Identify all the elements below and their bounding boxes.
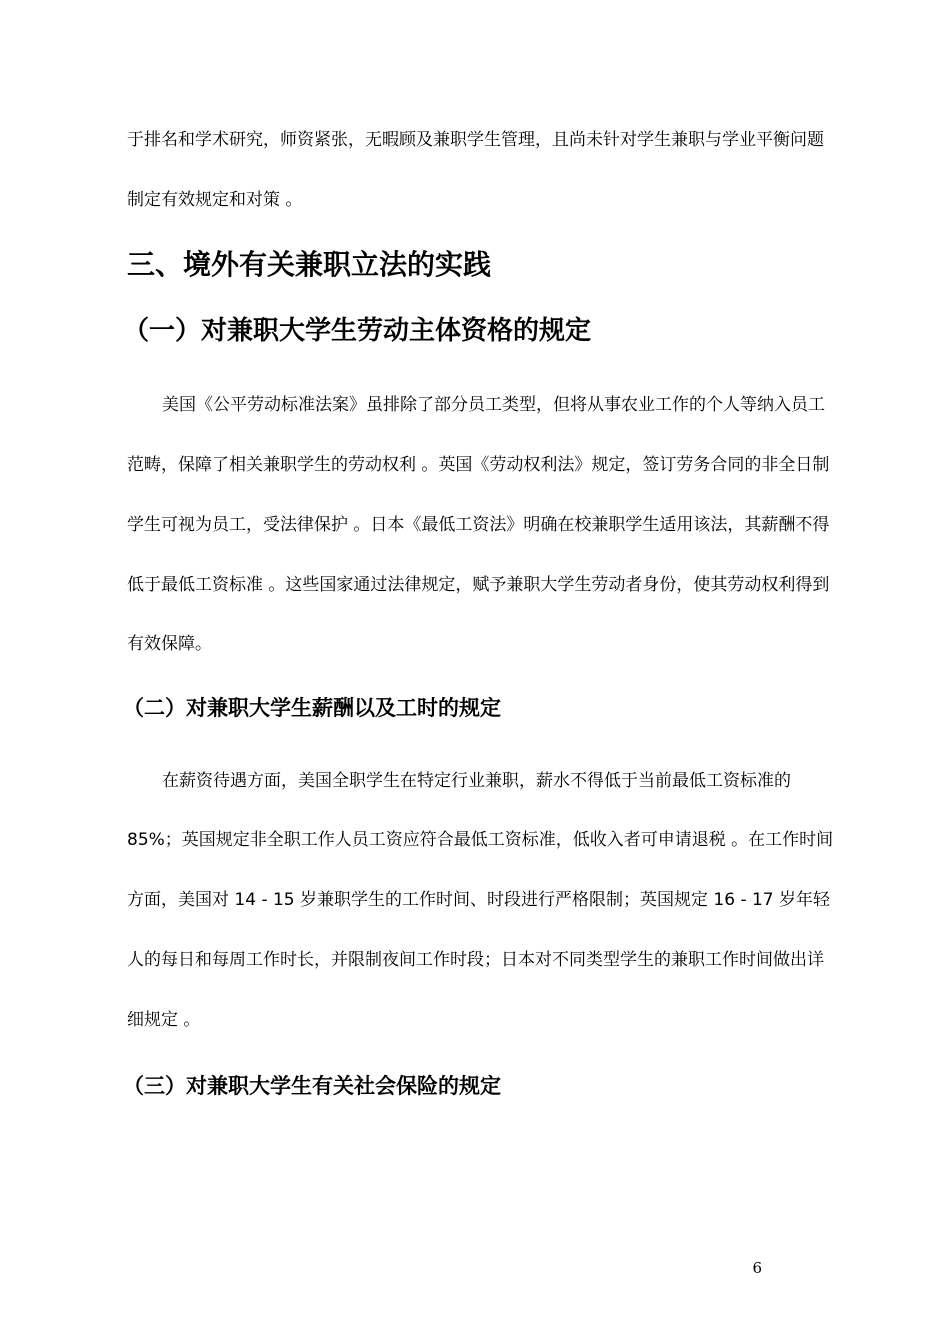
text-line: 低于最低工资标准 。这些国家通过法律规定，赋予兼职大学生劳动者身份，使其劳动权利得到 — [127, 575, 830, 595]
text-line: 范畴，保障了相关兼职学生的劳动权利 。英国《劳动权利法》规定，签订劳务合同的非全日制 — [127, 455, 830, 475]
text-line: 85%；英国规定非全职工作人员工资应符合最低工资标准，低收入者可申请退税 。在工作时间 — [127, 830, 834, 850]
text-line: 方面，美国对 14 - 15 岁兼职学生的工作时间、时段进行严格限制；英国规定 16 - 17 岁年轻 — [127, 890, 831, 910]
text-line: 在薪资待遇方面，美国全职学生在特定行业兼职，薪水不得低于当前最低工资标准的 — [162, 771, 791, 791]
text-line: 学生可视为员工，受法律保护 。日本《最低工资法》明确在校兼职学生适用该法，其薪酬不得 — [127, 515, 830, 535]
subsection-heading-1: （一）对兼职大学生劳动主体资格的规定 — [123, 316, 592, 346]
section-heading: 三、境外有关兼职立法的实践 — [127, 248, 492, 281]
text-line: 有效保障。 — [127, 634, 212, 654]
subsection-heading-3: （三）对兼职大学生有关社会保险的规定 — [123, 1074, 501, 1098]
text-line: 细规定 。 — [127, 1010, 201, 1030]
page-number: 6 — [752, 1259, 762, 1277]
text-line: 人的每日和每周工作时长，并限制夜间工作时段；日本对不同类型学生的兼职工作时间做出详 — [127, 950, 824, 970]
subsection-heading-2: （二）对兼职大学生薪酬以及工时的规定 — [123, 696, 501, 720]
text-line: 美国《公平劳动标准法案》虽排除了部分员工类型，但将从事农业工作的个人等纳入员工 — [162, 395, 825, 415]
text-line: 于排名和学术研究，师资紧张，无暇顾及兼职学生管理，且尚未针对学生兼职与学业平衡问题 — [127, 130, 824, 150]
text-line: 制定有效规定和对策 。 — [127, 190, 303, 210]
